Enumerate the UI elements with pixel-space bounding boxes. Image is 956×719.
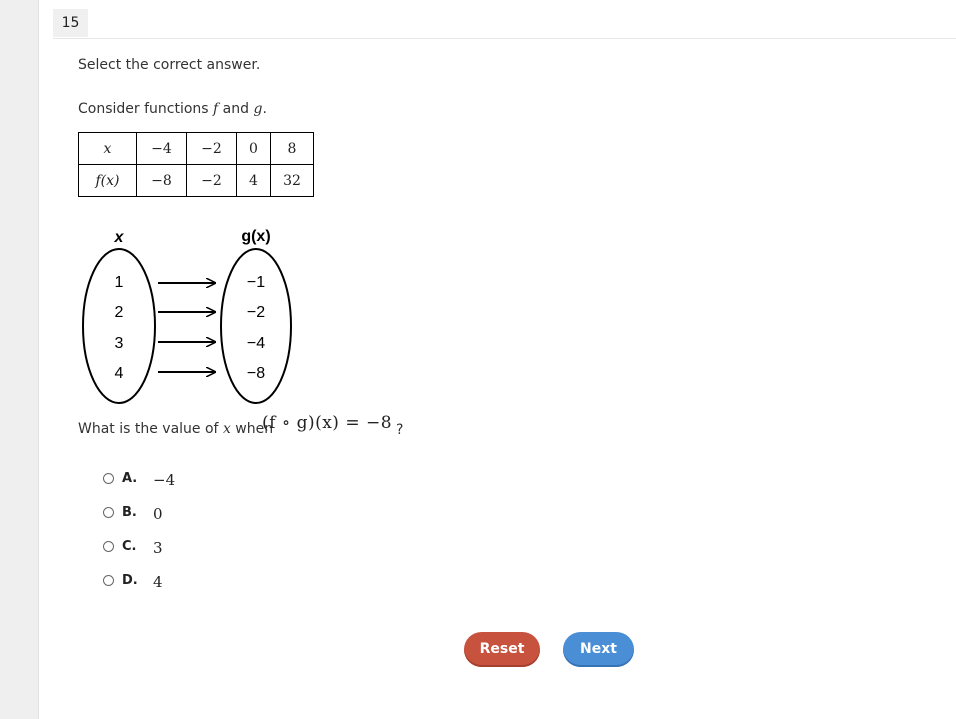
header-divider [53,38,956,39]
intro-f: f [213,101,219,117]
table-row [79,165,314,197]
table-cell: 8 [271,133,314,165]
table-cell: 32 [271,165,314,197]
prompt-question-mark: ? [396,422,404,438]
intro-pre: Consider functions [78,101,214,117]
intro-g: g [253,101,263,117]
radio-button[interactable] [103,507,114,518]
table-cell: −4 [137,133,187,165]
composition-expression: (f ∘ g)(x) = −8 [262,413,393,433]
table-cell: 4 [237,165,271,197]
domain-label: x [114,229,124,246]
range-value: −1 [246,274,266,291]
domain-value: 2 [114,304,124,321]
domain-value: 3 [114,335,124,352]
next-button[interactable]: Next [563,632,634,667]
choice-label: A. [122,471,138,486]
choice-label: D. [122,573,138,588]
mapping-diagram [78,222,308,408]
domain-value: 4 [114,365,124,382]
table-cell: −8 [137,165,187,197]
choice-value: 3 [153,539,163,557]
prompt-text [78,421,273,437]
table-cell: −2 [187,165,237,197]
choice-label: B. [122,505,137,520]
table-cell: x [79,133,137,165]
table-cell: −2 [187,133,237,165]
range-value: −4 [246,335,266,352]
intro-text [78,101,267,117]
range-value: −8 [246,365,266,382]
reset-button[interactable]: Reset [464,632,540,667]
intro-and: and [218,101,254,117]
choice-value: 0 [153,505,163,523]
question-number: 15 [53,9,88,37]
prompt-var: x [222,421,231,437]
range-value: −2 [246,304,266,321]
function-table [78,132,314,197]
radio-button[interactable] [103,575,114,586]
choice-value: 4 [153,573,163,591]
prompt-post: when [230,421,274,437]
choice-value: −4 [153,471,176,489]
table-cell: 0 [237,133,271,165]
table-row [79,133,314,165]
choice-label: C. [122,539,137,554]
domain-value: 1 [114,274,124,291]
radio-button[interactable] [103,473,114,484]
intro-post: . [262,101,267,117]
range-label: g(x) [241,228,271,245]
left-sidebar [0,0,39,719]
radio-button[interactable] [103,541,114,552]
prompt-pre: What is the value of [78,421,223,437]
table-cell: f(x) [79,165,137,197]
instruction-text: Select the correct answer. [78,57,261,73]
